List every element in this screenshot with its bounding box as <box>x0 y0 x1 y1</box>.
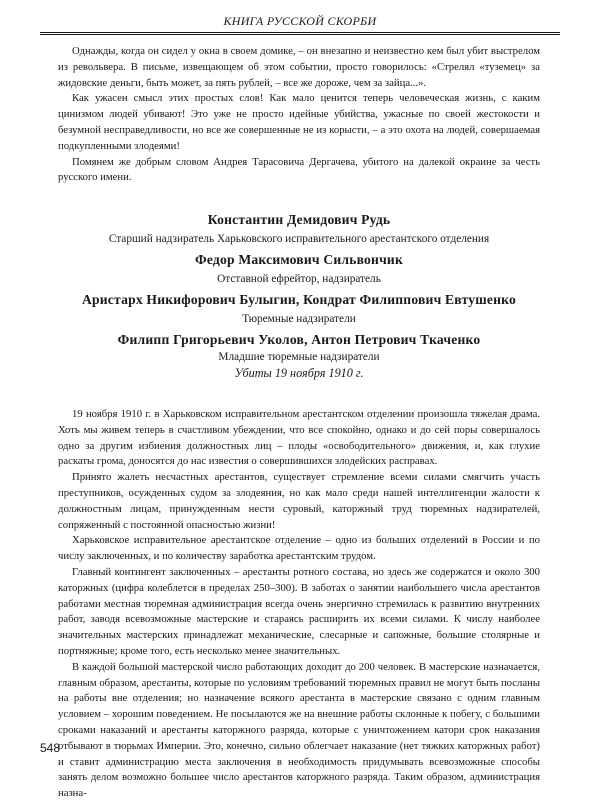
body-paragraph: Харьковское исправительное арестантское отделение – одно из больших отделений в России и по числу заключенных, и по количеству заработка арестантским трудом. <box>58 534 540 563</box>
person-name-4: Филипп Григорьевич Уколов, Антон Петрович Ткаченко <box>117 332 481 347</box>
person-role-4: Младшие тюремные надзиратели <box>218 351 380 363</box>
header-rule <box>40 32 560 35</box>
body-paragraph: Главный контингент заключенных – арестанты ротного состава, но здесь же содержатся и около 300 каторжных (цифра колеблется в пределах 250–300). В заботах о занятии наибольшего числа арестантов работами местная тюремная администрация всегда очень энергично стремилась к развитию внутренних работ, заводя всевозможные мастерские и стараясь расширить их всеми силами. К числу наиболее значительных мастерских принадлежат механические, слесарные и сапожные, большие столярные и портняжные; кроме того, есть несколько менее значительных. <box>58 565 540 657</box>
intro-paragraph: Как ужасен смысл этих простых слов! Как мало ценится теперь человеческая жизнь, с каким цинизмом людей убивают! Это уже не просто идейные убийства, ужасные по своей жестокости и безумной несправедливости, но все же совершенные не из корысти, – а это охота на людей, совершаемая подкупленными злодеями! <box>58 92 540 152</box>
intro-paragraph: Помянем же добрым словом Андрея Тарасовича Дергачева, убитого на далекой окраине за честь русского имени. <box>58 155 540 184</box>
body-paragraph: В каждой большой мастерской число работающих доходит до 200 человек. В мастерские назначается, главным образом, арестанты, которые по условиям требований тюремных правил не могут быть посланы на работы вне отделения; но назначение всякого арестанта в мастерские связано с одним главным условием – хорошим поведением. Не посылаются же на внешние работы склонные к побегу, с большими сроками наказаний и арестанты каторжного разряда, которые с уничтожением катори срок наказания отбывают в тюрьмах Империи. Это, конечно, сильно облегчает наказание (нет тяжких каторжных работ) и ставит администрацию места заключения в необходимость придумывать всевозможные способы занять делом возможно большее число арестантов каторжного разряда. Таким образом, администрация назна- <box>58 660 540 800</box>
person-name-3: Аристарх Никифорович Булыгин, Кондрат Филиппович Евтушенко <box>81 292 516 307</box>
body-section <box>58 407 540 802</box>
person-role-2: Отставной ефрейтор, надзиратель <box>217 273 381 285</box>
page-number: 548 <box>40 741 61 755</box>
person-role-3: Тюремные надзиратели <box>242 313 356 325</box>
person-role-1: Старший надзиратель Харьковского исправительного арестантского отделения <box>108 233 490 245</box>
memorial-heading <box>58 211 540 381</box>
intro-paragraph: Однажды, когда он сидел у окна в своем домике, – он внезапно и неизвестно кем был убит выстрелом из револьвера. В письме, извещающем об этом событии, просто говорилось: «Стрелял «туземец» за жидовские деньги, быть может, за пять рублей, – все же дороже, чем за зайца...». <box>58 45 540 89</box>
death-date: Убиты 19 ноября 1910 г. <box>234 366 364 380</box>
intro-section <box>58 44 540 186</box>
person-name-2: Федор Максимович Сильвончик <box>195 252 403 267</box>
running-header: КНИГА РУССКОЙ СКОРБИ <box>223 14 377 28</box>
person-name-1: Константин Демидович Рудь <box>207 212 391 227</box>
body-paragraph: Принято жалеть несчастных арестантов, существует стремление всеми силами смягчить участь преступников, осужденных судом за злодеяния, но как мало среди нашей интеллигенции жалости к должностным лицам, принужденным нести суровый, каторжный труд тюремных надзирателей, сопряженный с постоянной опасностью жизни! <box>58 471 540 531</box>
body-paragraph: 19 ноября 1910 г. в Харьковском исправительном арестантском отделении произошла тяжелая драма. Хоть мы живем теперь в счастливом убеждении, что все спокойно, однако и до сей поры совершалось одно за другим избиения должностных лиц – плоды «освободительного» движения, и, как глухие раскаты грома, доносятся до нас известия о совершившихся злодейских расправах. <box>58 408 540 468</box>
